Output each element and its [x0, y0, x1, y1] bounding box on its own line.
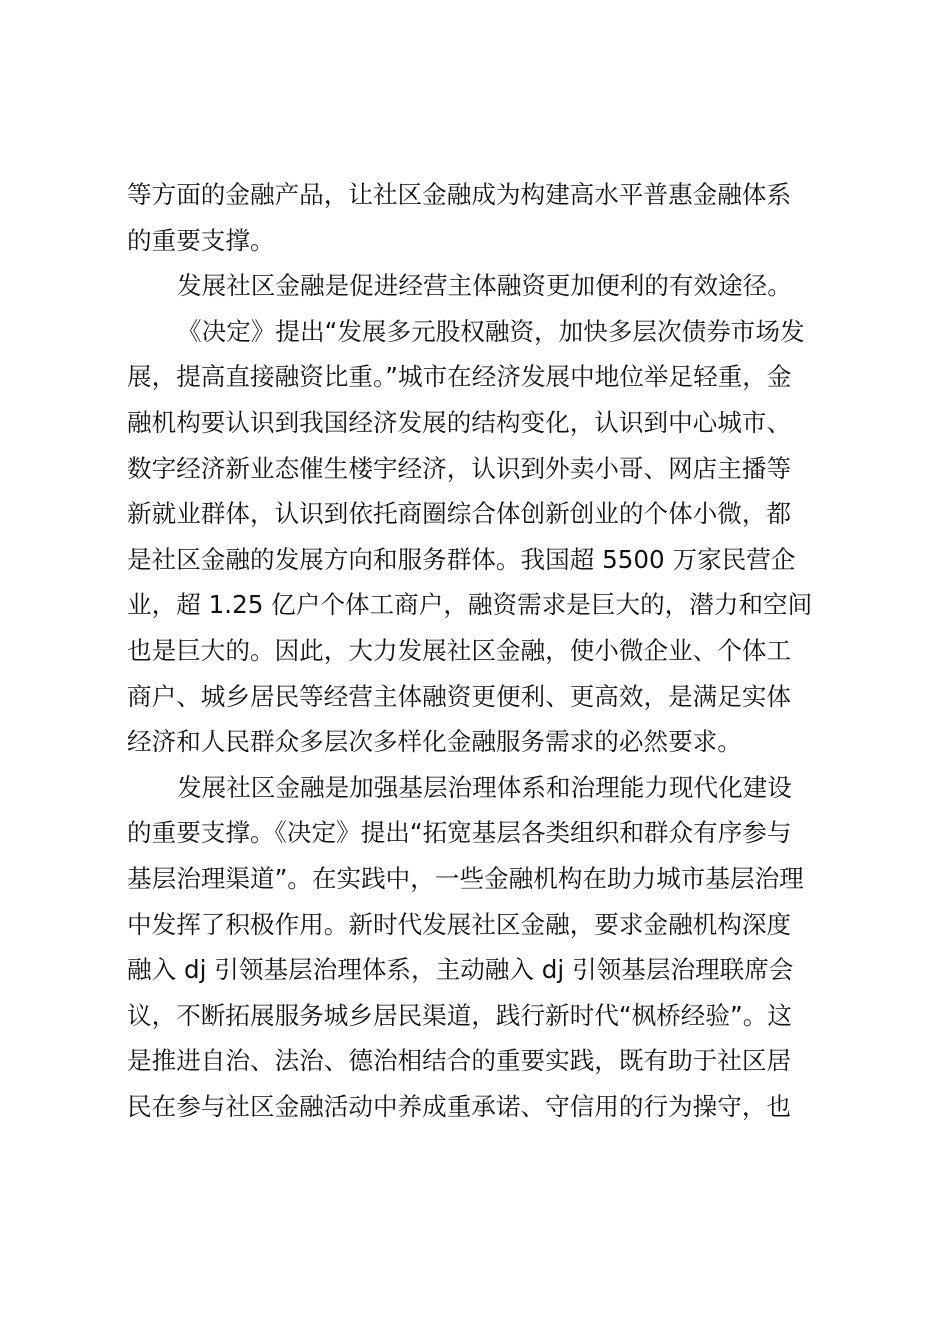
text-line: 也是巨大的。因此，大力发展社区金融，使小微企业、个体工	[127, 635, 792, 665]
body-text	[127, 172, 837, 1129]
text-line: 融入 dj 引领基层治理体系，主动融入 dj 引领基层治理联席会	[127, 955, 794, 985]
text-line: 是推进自治、法治、德治相结合的重要实践，既有助于社区居	[127, 1046, 792, 1076]
text-line: 数字经济新业态催生楼宇经济，认识到外卖小哥、网店主播等	[127, 453, 792, 483]
text-line: 经济和人民群众多层次多样化金融服务需求的必然要求。	[127, 727, 742, 757]
text-line: 的重要支撑。	[127, 225, 275, 255]
text-line: 民在参与社区金融活动中养成重承诺、守信用的行为操守，也	[127, 1091, 792, 1121]
text-line: 商户、城乡居民等经营主体融资更便利、更高效，是满足实体	[127, 681, 792, 711]
text-line: 议，不断拓展服务城乡居民渠道，践行新时代“枫桥经验”。这	[127, 1000, 792, 1030]
text-line: 融机构要认识到我国经济发展的结构变化，认识到中心城市、	[127, 407, 792, 437]
paragraph-start-line: 发展社区金融是促进经营主体融资更加便利的有效途径。	[177, 271, 792, 301]
text-line: 等方面的金融产品，让社区金融成为构建高水平普惠金融体系	[127, 180, 792, 209]
paragraph-start-line: 发展社区金融是加强基层治理体系和治理能力现代化建设	[177, 772, 792, 802]
text-line: 是社区金融的发展方向和服务群体。我国超 5500 万家民营企	[127, 544, 796, 574]
text-line: 业，超 1.25 亿户个体工商户，融资需求是巨大的，潜力和空间	[127, 590, 813, 620]
text-line: 新就业群体，认识到依托商圈综合体创新创业的个体小微，都	[127, 499, 792, 529]
text-line: 《决定》提出“发展多元股权融资，加快多层次债券市场发	[177, 316, 805, 346]
text-line: 的重要支撑。《决定》提出“拓宽基层各类组织和群众有序参与	[127, 818, 792, 848]
text-line: 基层治理渠道”。在实践中，一些金融机构在助力城市基层治理	[127, 863, 804, 893]
text-line: 展，提高直接融资比重。”城市在经济发展中地位举足轻重，金	[127, 362, 792, 392]
text-line: 中发挥了积极作用。新时代发展社区金融，要求金融机构深度	[127, 909, 792, 939]
